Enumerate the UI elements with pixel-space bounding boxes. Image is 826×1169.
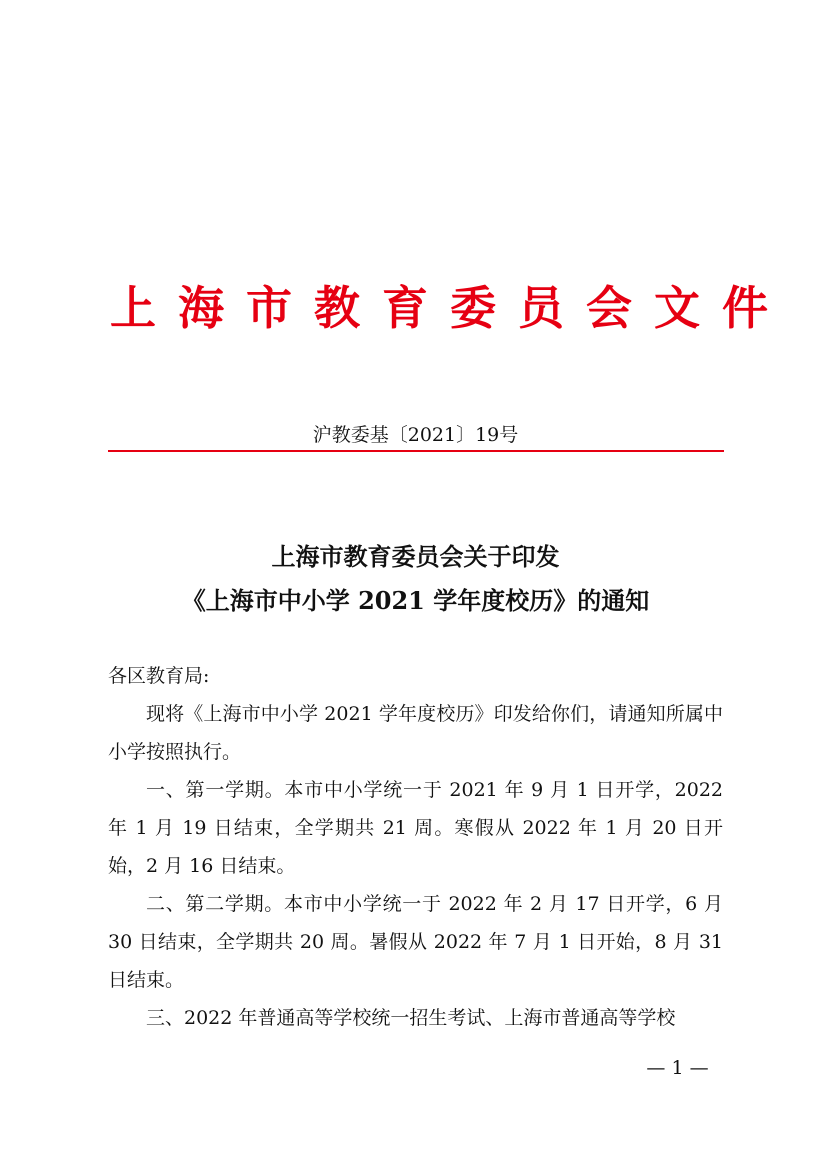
paragraph-2: 一、第一学期。本市中小学统一于 2021 年 9 月 1 日开学，2022 年 1 月 19 日结束，全学期共 21 周。寒假从 2022 年 1 月 20 日开始，2 月 16 日结束。 — [108, 779, 723, 877]
paragraph-4: 三、2022 年普通高等学校统一招生考试、上海市普通高等学校 — [146, 1007, 676, 1029]
page-number: — 1 — — [646, 1057, 709, 1079]
notice-body — [108, 657, 723, 1037]
issuer-header: 上海市教育委员会文件 — [110, 281, 790, 335]
paragraph-3: 二、第二学期。本市中小学统一于 2022 年 2 月 17 日开学，6 月 30 日结束，全学期共 20 周。暑假从 2022 年 7 月 1 日开始，8 月 31 日结束。 — [108, 893, 723, 991]
document-number: 沪教委基〔2021〕19号 — [312, 424, 519, 446]
paragraph-1: 现将《上海市中小学 2021 学年度校历》印发给你们，请通知所属中小学按照执行。 — [108, 703, 723, 763]
notice-title-line1: 上海市教育委员会关于印发 — [271, 542, 560, 571]
red-divider — [108, 450, 724, 452]
salutation: 各区教育局: — [108, 665, 210, 687]
notice-title — [108, 535, 723, 623]
notice-title-line2: 《上海市中小学 2021 学年度校历》的通知 — [181, 586, 650, 615]
